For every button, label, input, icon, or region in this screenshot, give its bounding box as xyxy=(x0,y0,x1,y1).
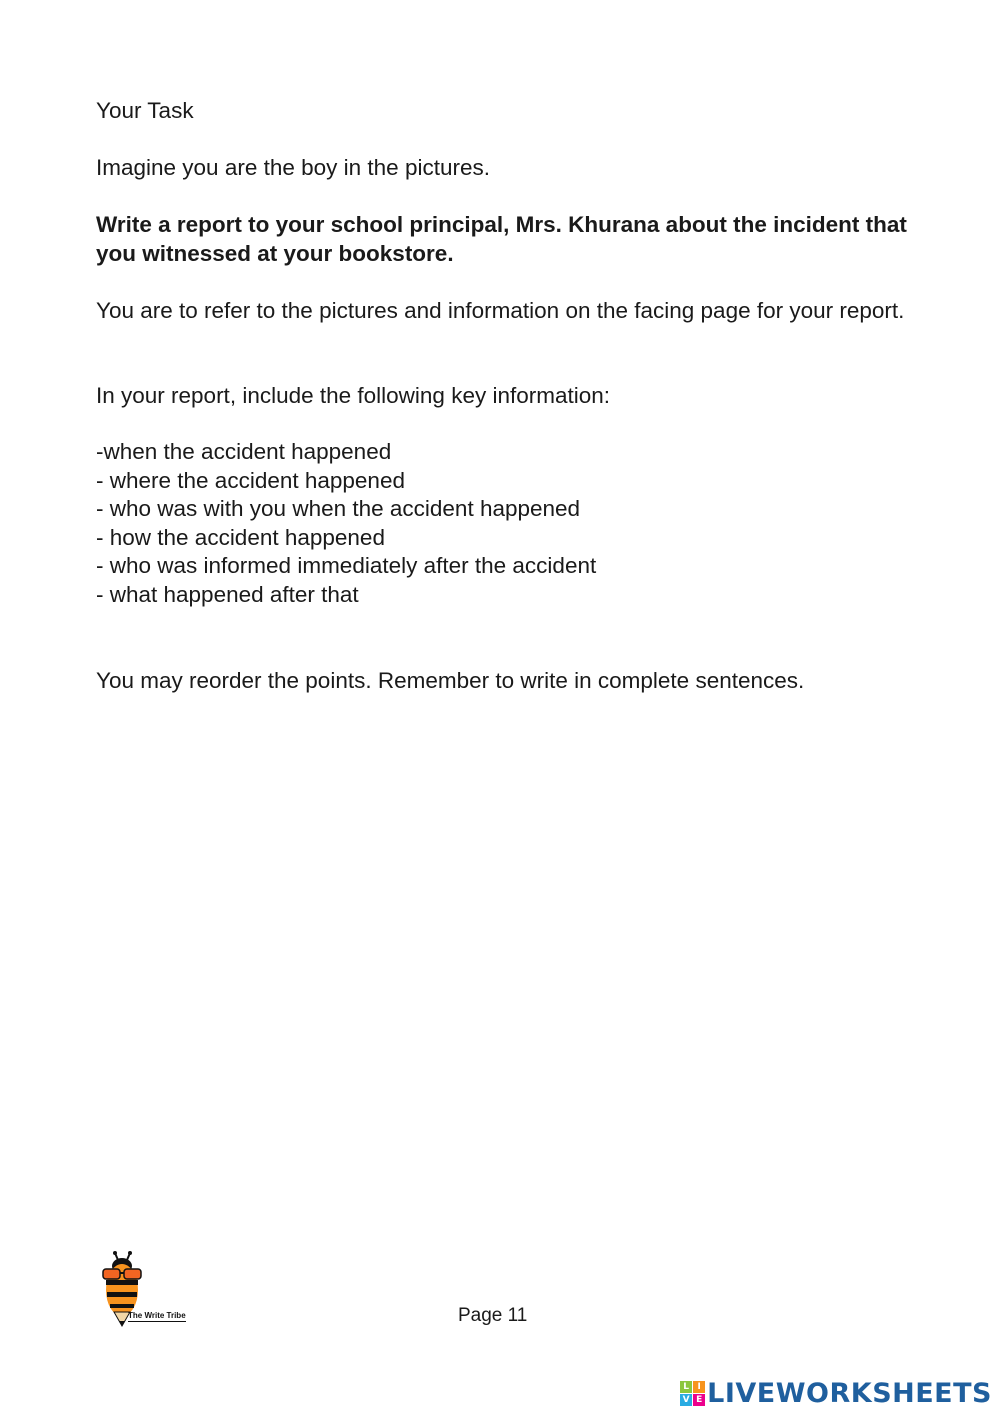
page-number: Page 11 xyxy=(458,1305,528,1326)
closing-text: You may reorder the points. Remember to write in complete sentences. xyxy=(96,667,805,693)
icon-letter: E xyxy=(693,1394,705,1406)
logo-text: The Write Tribe xyxy=(128,1311,186,1320)
key-points-list xyxy=(96,438,916,610)
icon-letter: I xyxy=(693,1381,705,1393)
list-item: - what happened after that xyxy=(96,581,359,607)
list-item: -when the accident happened xyxy=(96,439,392,464)
list-item: - who was informed immediately after the accident xyxy=(96,553,597,579)
icon-letter: L xyxy=(680,1381,692,1393)
list-item: - where the accident happened xyxy=(96,467,405,493)
refer-text: You are to refer to the pictures and information on the facing page for your report. xyxy=(96,298,905,323)
task-title: Your Task xyxy=(96,98,194,123)
list-item: - who was with you when the accident happened xyxy=(96,496,581,522)
liveworksheets-icon xyxy=(680,1381,705,1406)
instruction-text: Write a report to your school principal, Mrs. Khurana about the incident that you witnessed at your bookstore. xyxy=(96,212,907,266)
list-item: - how the accident happened xyxy=(96,524,385,550)
liveworksheets-watermark xyxy=(680,1376,992,1410)
include-intro-text: In your report, include the following key information: xyxy=(96,383,611,408)
worksheet-body xyxy=(96,96,916,695)
liveworksheets-text: LIVEWORKSHEETS xyxy=(707,1377,992,1409)
icon-letter: V xyxy=(680,1394,692,1406)
intro-text: Imagine you are the boy in the pictures. xyxy=(96,155,490,180)
